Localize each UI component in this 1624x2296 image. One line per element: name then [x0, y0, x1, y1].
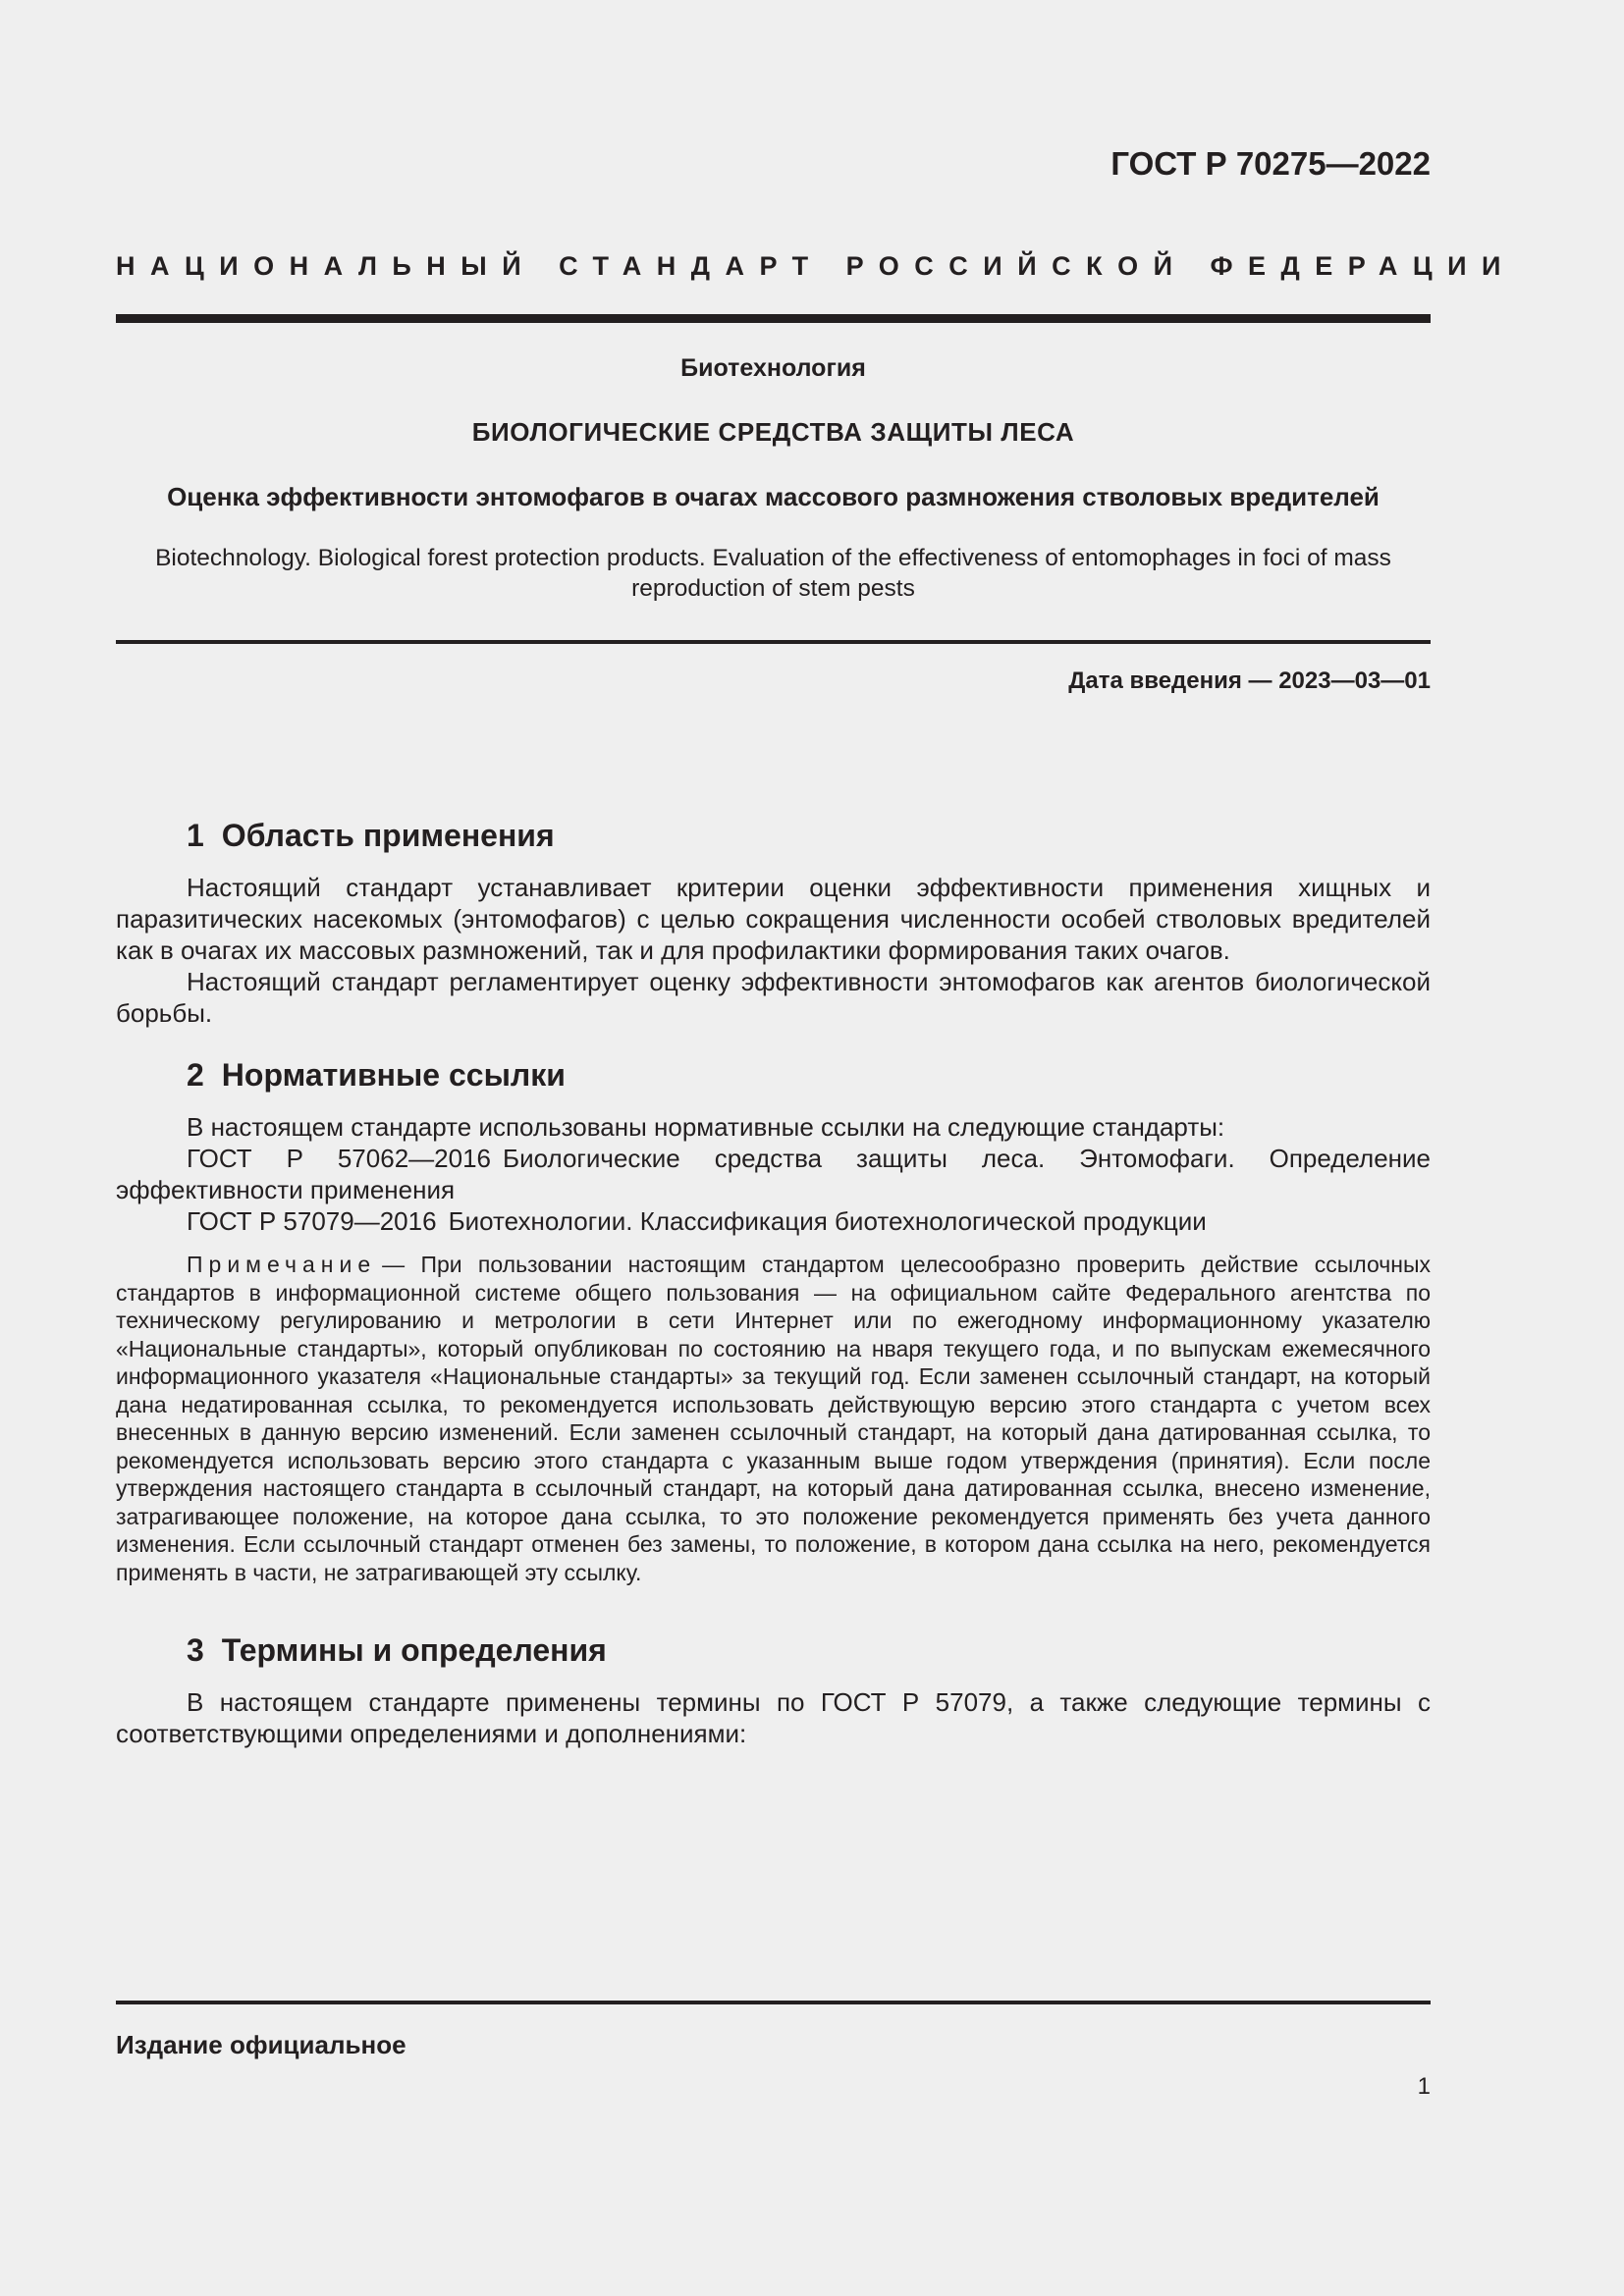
section-3-number: 3 — [187, 1632, 204, 1668]
standard-code: ГОСТ Р 70275—2022 — [1110, 145, 1431, 182]
document-body — [116, 811, 1431, 1749]
note-text: — При пользовании настоящим стандартом целесообразно проверить действие ссылочных стандартов в информационной системе общего пользования — на официальном сайте Федерального агентства по техническому регулированию и метрологии в сети Интернет или по ежегодному информационному указателю «Национальные стандарты», который опубликован по состоянию на нваря текущего года, и по выпускам ежемесячного информационного указателя «Национальные стандарты» за текущий год. Если заменен ссылочный стандарт, на который дана недатированная ссылка, то рекомендуется использовать действующую версию этого стандарта с учетом всех внесенных в данную версию изменений. Если заменен ссылочный стандарт, на который дана датированная ссылка, то рекомендуется использовать версию этого стандарта с указанным выше годом утверждения (принятия). Если после утверждения настоящего стандарта в ссылочный стандарт, на который дана датированная ссылка, внесено изменение, затрагивающее положение, на которое дана ссылка, то это положение рекомендуется применять без учета данного изменения. Если ссылочный стандарт отменен без замены, то положение, в котором дана ссылка на него, рекомендуется применять в части, не затрагивающей эту ссылку. — [116, 1252, 1431, 1585]
header-rule — [116, 314, 1431, 323]
reference-text: Биотехнологии. Классификация биотехнологической продукции — [448, 1206, 1207, 1236]
section-2-heading — [116, 1050, 1431, 1099]
introduction-date: Дата введения — 2023—03—01 — [1068, 667, 1431, 694]
section-1-paragraph-1: Настоящий стандарт устанавливает критерии оценки эффективности применения хищных и паразитических насекомых (энтомофагов) с целью сокращения численности особей стволовых вредителей как в очагах их массовых размножений, так и для профилактики формирования таких очагов. — [116, 873, 1431, 965]
section-2-number: 2 — [187, 1057, 204, 1093]
footer-rule — [116, 2001, 1431, 2004]
note-paragraph — [116, 1251, 1431, 1586]
note-label: Примечание — [187, 1252, 377, 1277]
title-category: Биотехнология — [680, 354, 866, 382]
title-subtitle: Оценка эффективности энтомофагов в очагах массового размножения стволовых вредителей — [167, 482, 1380, 511]
section-1-paragraph-2: Настоящий стандарт регламентирует оценку эффективности энтомофагов как агентов биологической борьбы. — [116, 967, 1431, 1028]
section-1-heading — [116, 811, 1431, 860]
national-standard-heading: НАЦИОНАЛЬНЫЙ СТАНДАРТ РОССИЙСКОЙ ФЕДЕРАЦИИ — [116, 251, 1516, 281]
reference-text: Биологические средства защиты леса. Энтомофаги. Определение эффективности применения — [116, 1144, 1431, 1204]
reference-code: ГОСТ Р 57079—2016 — [187, 1206, 437, 1236]
reference-item — [116, 1205, 1431, 1237]
title-main: БИОЛОГИЧЕСКИЕ СРЕДСТВА ЗАЩИТЫ ЛЕСА — [471, 417, 1075, 447]
reference-item — [116, 1143, 1431, 1205]
section-3-paragraph-1: В настоящем стандарте применены термины по ГОСТ Р 57079, а также следующие термины с соответствующими определениями и дополнениями: — [116, 1687, 1431, 1748]
title-english: Biotechnology. Biological forest protection products. Evaluation of the effectiveness of entomophages in foci of mass reproduction of stem pests — [155, 545, 1391, 602]
section-2-intro: В настоящем стандарте использованы нормативные ссылки на следующие стандарты: — [187, 1112, 1225, 1142]
section-3-heading — [116, 1626, 1431, 1675]
section-2-title: Нормативные ссылки — [221, 1057, 566, 1093]
page-number: 1 — [1417, 2073, 1431, 2100]
title-rule — [116, 640, 1431, 644]
reference-code: ГОСТ Р 57062—2016 — [187, 1144, 491, 1173]
section-1-title: Область применения — [221, 818, 555, 853]
section-1-number: 1 — [187, 818, 204, 853]
official-edition-label: Издание официальное — [116, 2030, 406, 2059]
section-3-title: Термины и определения — [221, 1632, 607, 1668]
